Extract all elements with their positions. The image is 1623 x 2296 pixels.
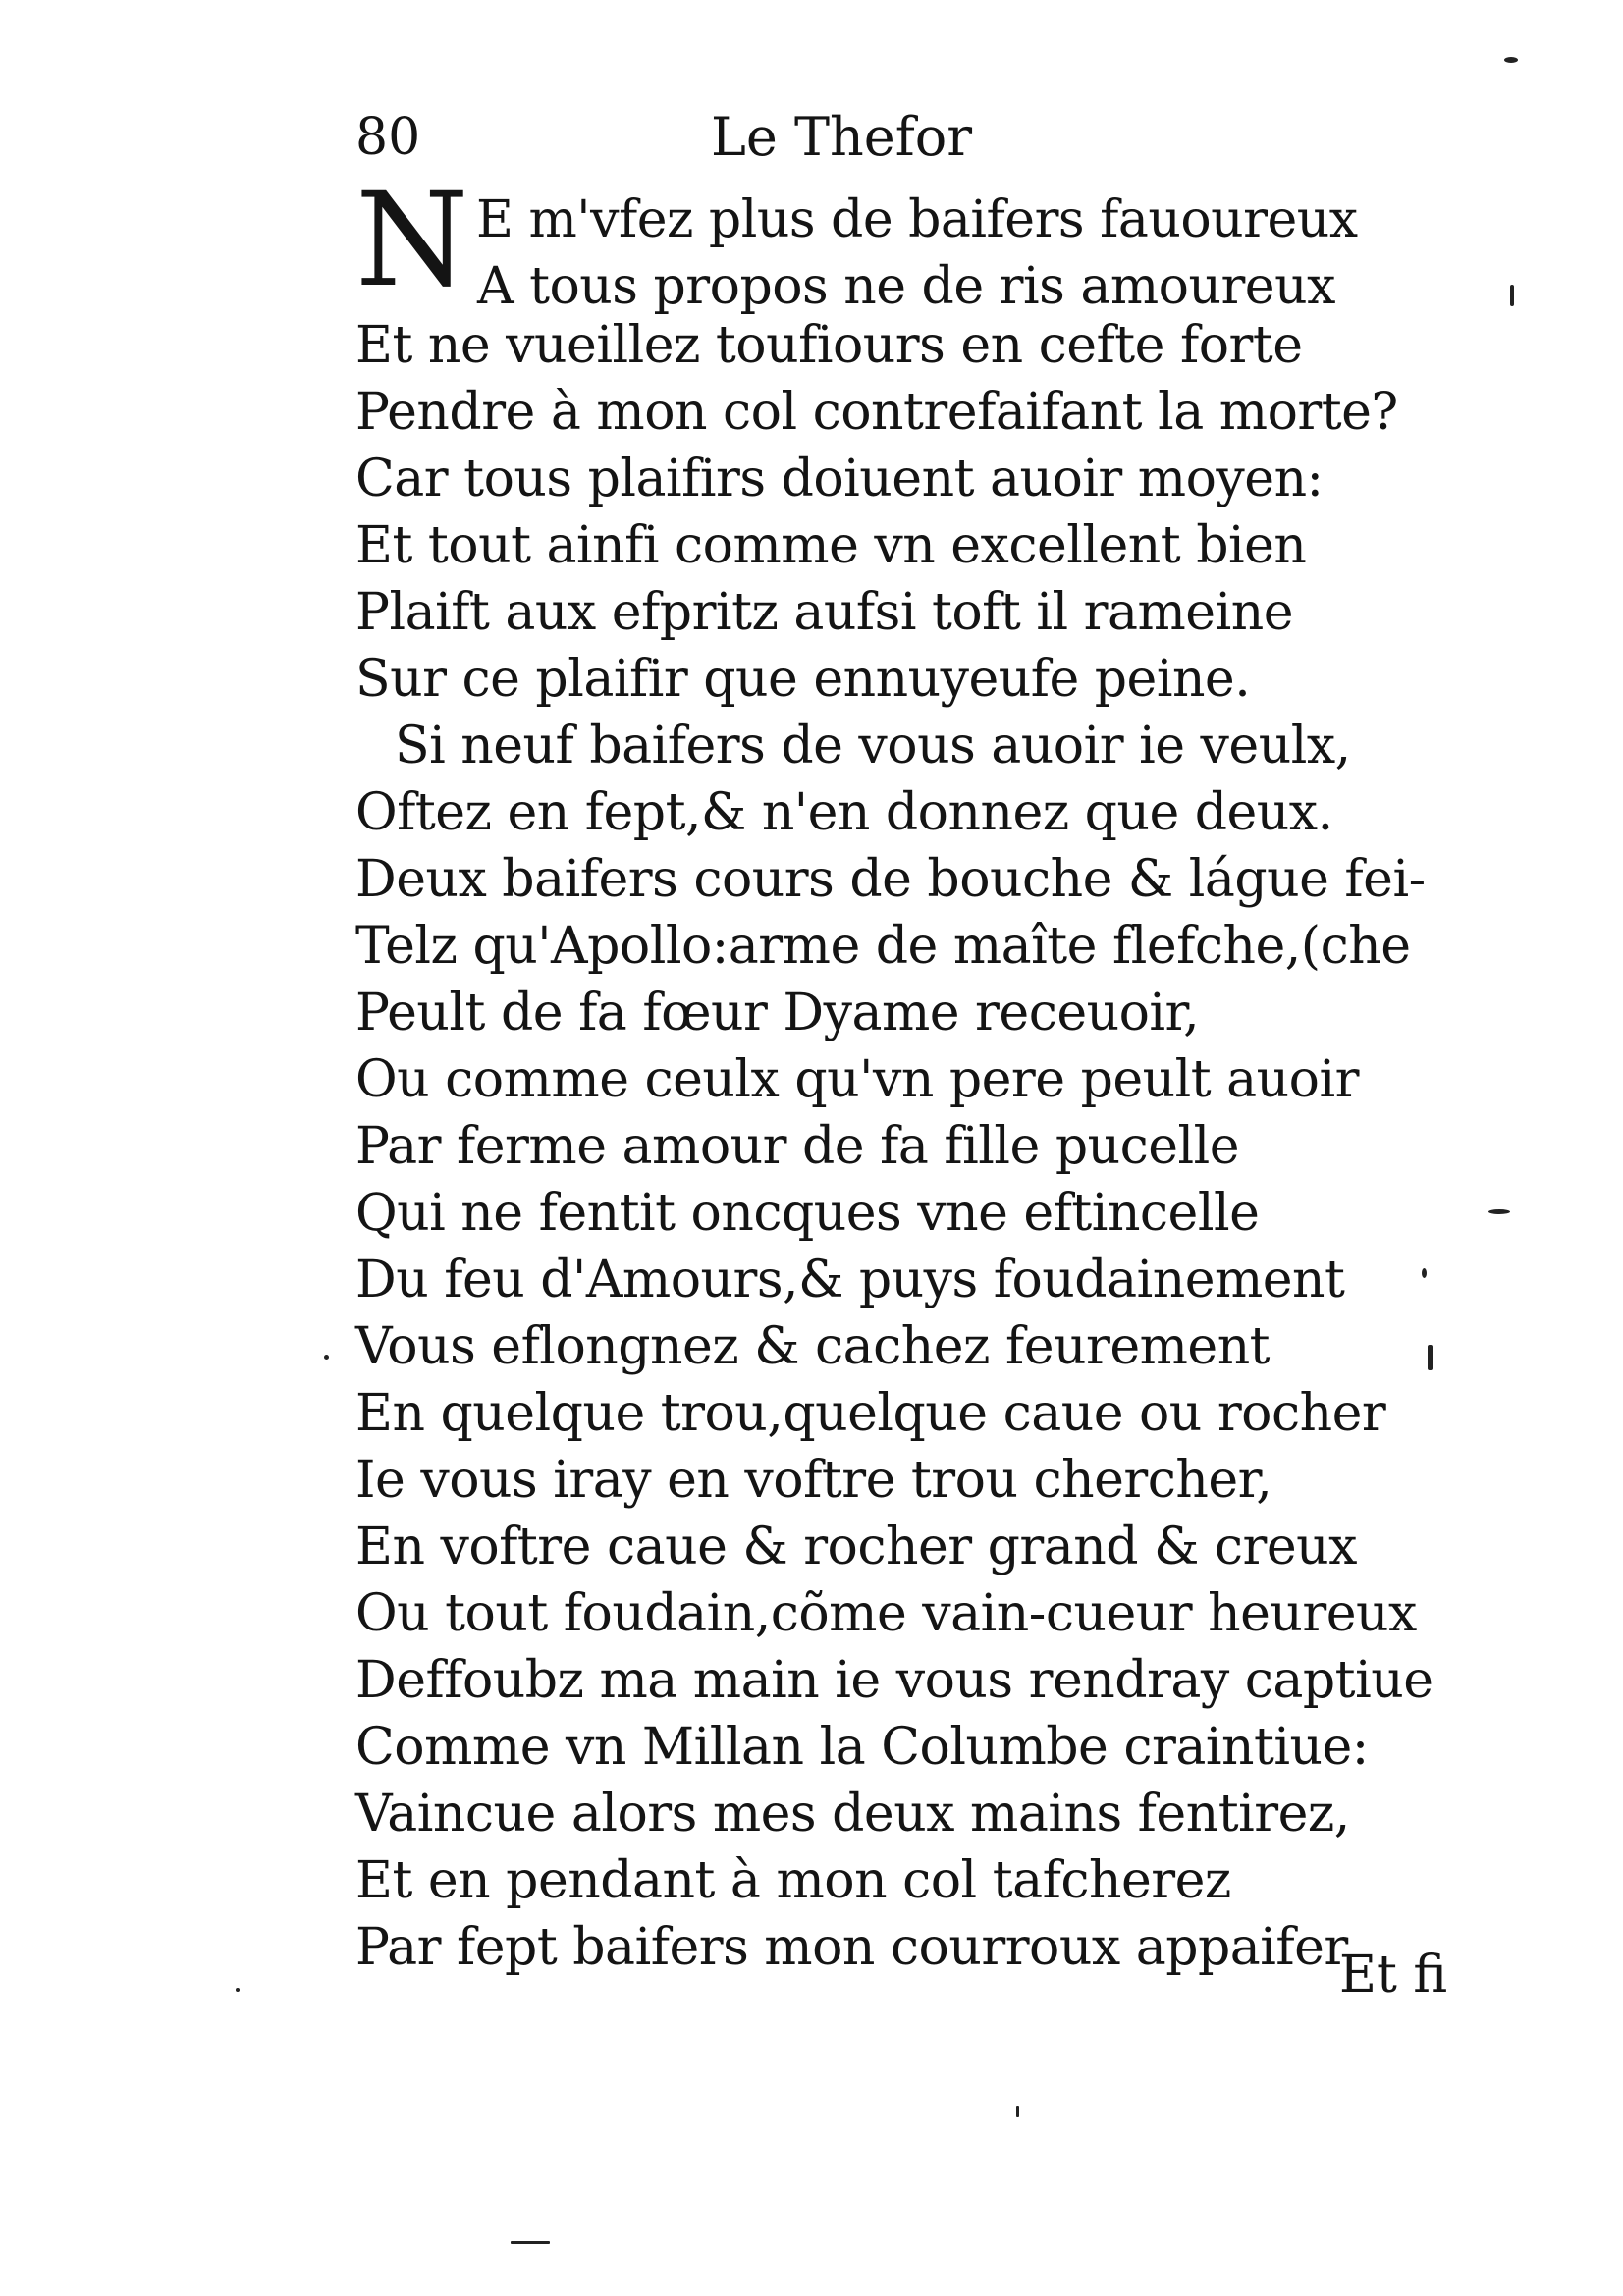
scan-speck	[1016, 2106, 1019, 2117]
poem-line: Sur ce plaifir que ennuyeufe peine.	[355, 650, 1251, 709]
poem-line: Ou tout foudain,cõme vain-cueur heureux	[355, 1584, 1417, 1643]
scan-speck	[511, 2241, 550, 2244]
poem-line: Telz qu'Apollo:arme de maîte flefche,(che	[355, 917, 1411, 976]
poem-line: Plaift aux efpritz aufsi toft il rameine	[355, 583, 1293, 642]
poem-line: Par ferme amour de fa fille pucelle	[355, 1117, 1240, 1176]
poem-line: En voftre caue & rocher grand & creux	[355, 1518, 1357, 1576]
poem-line: Deffoubz ma main ie vous rendray captiue	[355, 1651, 1434, 1710]
running-title: Le Thefor	[711, 106, 973, 168]
poem-line: Par fept baifers mon courroux appaifer	[355, 1918, 1348, 1977]
poem-line: Ie vous iray en voftre trou chercher,	[355, 1451, 1272, 1510]
page-number: 80	[355, 108, 421, 167]
poem-line: Deux baifers cours de bouche & lágue fei-	[355, 850, 1426, 909]
poem-line: Vous eflongnez & cachez feurement	[355, 1317, 1271, 1376]
poem-line: Ou comme ceulx qu'vn pere peult auoir	[355, 1050, 1359, 1109]
scan-speck	[1428, 1345, 1433, 1370]
poem-line: Vaincue alors mes deux mains fentirez,	[355, 1785, 1350, 1843]
scan-speck	[1422, 1268, 1427, 1278]
poem-line: Et tout ainfi comme vn excellent bien	[355, 516, 1307, 575]
poem-line: A tous propos ne de ris amoureux	[477, 257, 1335, 316]
scan-speck	[1504, 57, 1518, 63]
poem-line: En quelque trou,quelque caue ou rocher	[355, 1384, 1386, 1443]
scan-speck	[1510, 285, 1514, 306]
poem-line: Pendre à mon col contrefaifant la morte?	[355, 383, 1398, 442]
poem-line: Qui ne fentit oncques vne eftincelle	[355, 1184, 1260, 1243]
page-header	[355, 98, 1475, 177]
poem-line: Comme vn Millan la Columbe craintiue:	[355, 1718, 1369, 1777]
poem-line: Oftez en fept,& n'en donnez que deux.	[355, 783, 1333, 842]
poem-line: Car tous plaifirs doiuent auoir moyen:	[355, 450, 1324, 508]
drop-cap: N	[355, 165, 468, 316]
catchword: Et fi	[1339, 1946, 1448, 2004]
poem-line: Et en pendant à mon col tafcherez	[355, 1851, 1231, 1910]
scan-speck	[236, 1988, 240, 1992]
scan-speck	[1488, 1209, 1510, 1214]
poem-line: Et ne vueillez toufiours en cefte forte	[355, 316, 1303, 375]
poem-line: Peult de fa fœur Dyame receuoir,	[355, 984, 1200, 1042]
poem-line: Du feu d'Amours,& puys foudainement	[355, 1251, 1345, 1309]
scan-speck	[324, 1355, 329, 1360]
poem-line: Si neuf baifers de vous auoir ie veulx,	[395, 717, 1351, 775]
poem-line-text: E m'vfez plus de baifers fauoureux	[476, 190, 1358, 249]
